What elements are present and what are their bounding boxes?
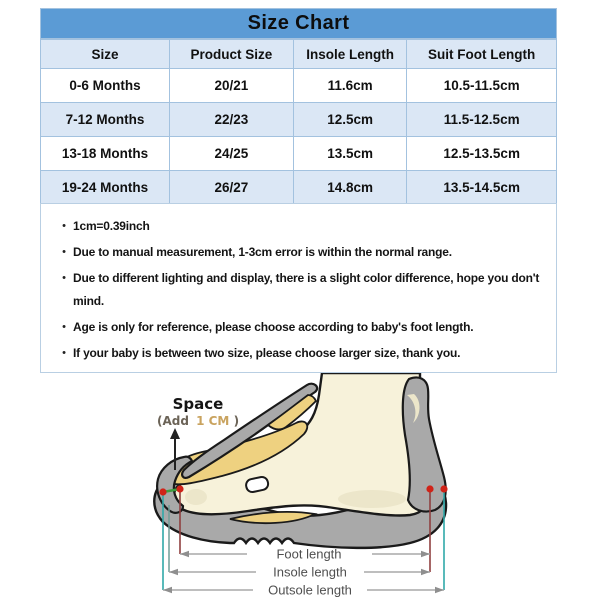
note-text: 1cm=0.39inch	[73, 219, 150, 233]
cell-product-size: 26/27	[170, 171, 294, 205]
space-note-suffix: )	[233, 414, 240, 428]
foot-length-label: Foot length	[276, 546, 342, 562]
cell-age: 19-24 Months	[41, 171, 170, 205]
col-header-suit-foot-length: Suit Foot Length	[407, 40, 557, 69]
shoe-measurement-diagram	[110, 373, 550, 600]
size-table	[40, 39, 557, 205]
space-note-value: 1 CM	[196, 414, 230, 428]
table-row	[41, 137, 557, 171]
cell-insole-length: 13.5cm	[293, 137, 407, 171]
arrowhead	[180, 551, 189, 557]
bullet-dot: •	[62, 246, 66, 258]
note-text: Age is only for reference, please choose according to baby's foot length.	[73, 320, 474, 334]
cell-age: 13-18 Months	[41, 137, 170, 171]
col-header-size: Size	[41, 40, 170, 69]
marker-dot	[426, 485, 433, 492]
table-row	[41, 69, 557, 103]
note-text: Due to manual measurement, 1-3cm error is within the normal range.	[73, 245, 452, 259]
notes-box	[40, 203, 557, 373]
space-arrow-head	[170, 428, 180, 439]
arrowhead	[421, 551, 430, 557]
cell-insole-length: 12.5cm	[293, 103, 407, 137]
arrowhead	[435, 587, 444, 593]
arrowhead	[163, 587, 172, 593]
page-title	[40, 8, 557, 39]
note-item	[55, 241, 544, 264]
space-note	[157, 414, 239, 428]
bullet-dot: •	[62, 347, 66, 359]
note-text: Due to different lighting and display, there is a slight color difference, hope you don't mind.	[73, 271, 540, 308]
cell-insole-length: 11.6cm	[293, 69, 407, 103]
bullet-dot: •	[62, 272, 66, 284]
foot-shading	[185, 489, 207, 505]
arrowhead	[421, 569, 430, 575]
bullet-dot: •	[62, 220, 66, 232]
cell-suit-foot-length: 11.5-12.5cm	[407, 103, 557, 137]
cell-product-size: 20/21	[170, 69, 294, 103]
note-item	[55, 316, 544, 339]
space-note-prefix: (Add	[156, 414, 189, 428]
col-header-product-size: Product Size	[170, 40, 294, 69]
space-label: Space	[172, 395, 224, 413]
outsole-length-label: Outsole length	[268, 582, 352, 598]
cell-age: 0-6 Months	[41, 69, 170, 103]
arrowhead	[169, 569, 178, 575]
marker-dot	[440, 485, 447, 492]
foot-shading	[338, 490, 406, 508]
note-item	[55, 267, 544, 313]
page-title-text: Size Chart	[247, 12, 350, 34]
insole-length-label: Insole length	[273, 564, 347, 580]
note-item	[55, 342, 544, 365]
note-text: If your baby is between two size, please choose larger size, thank you.	[73, 346, 461, 360]
col-header-insole-length: Insole Length	[293, 40, 407, 69]
cell-insole-length: 14.8cm	[293, 171, 407, 205]
cell-product-size: 22/23	[170, 103, 294, 137]
note-item	[55, 215, 544, 238]
table-row	[41, 103, 557, 137]
heel-cup-shape	[403, 377, 446, 511]
cell-product-size: 24/25	[170, 137, 294, 171]
marker-dot	[176, 485, 183, 492]
bullet-dot: •	[62, 321, 66, 333]
table-header-row	[41, 40, 557, 69]
cell-suit-foot-length: 10.5-11.5cm	[407, 69, 557, 103]
cell-suit-foot-length: 12.5-13.5cm	[407, 137, 557, 171]
cell-suit-foot-length: 13.5-14.5cm	[407, 171, 557, 205]
cell-age: 7-12 Months	[41, 103, 170, 137]
marker-dot	[159, 488, 166, 495]
table-row	[41, 171, 557, 205]
